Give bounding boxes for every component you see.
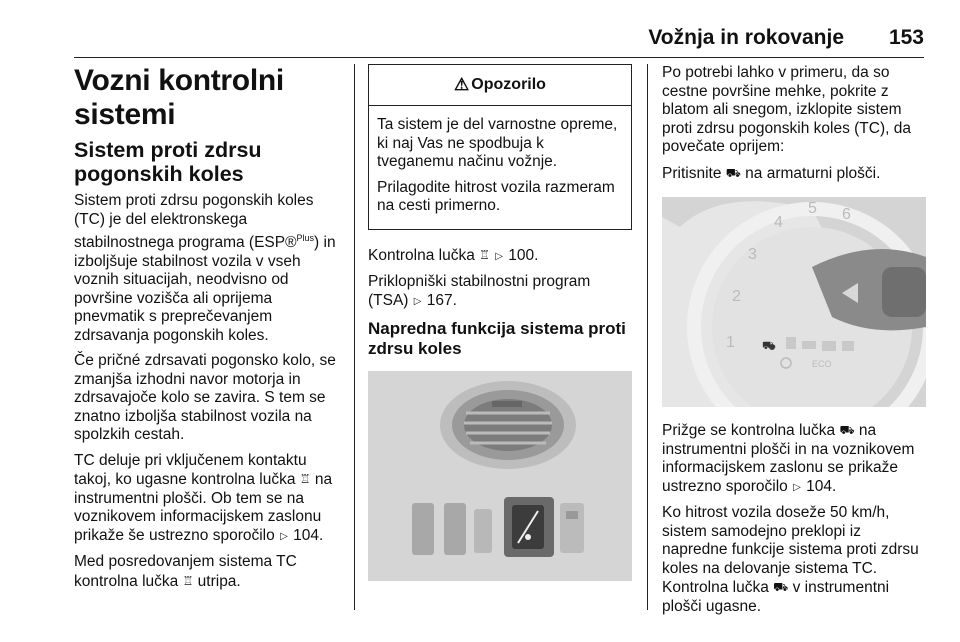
column-left — [74, 64, 346, 598]
paragraph: Priklopniški stabilnostni program (TSA) ▷ 167. — [368, 273, 632, 311]
warning-header: ⚠ Opozorilo — [369, 65, 631, 106]
page-reference-triangle-icon: ▷ — [793, 481, 801, 493]
column-divider — [354, 64, 355, 610]
paragraph: Kontrolna lučka ♖ ▷ 100. — [368, 246, 632, 267]
gauge-label: 4 — [774, 214, 783, 231]
paragraph: Ko hitrost vozila doseže 50 km/h, sistem samodejno preklopi iz napredne funkcije sistema proti zdrsu koles na delovanje sistema TC. Kontrolna lučka ⛟ v instrumentni plošči ugasne. — [662, 504, 919, 615]
gauge-label: 3 — [748, 246, 757, 263]
chapter-title: Vozni kontrolni sistemi — [74, 64, 284, 131]
tc-off-lamp-icon: ⛟ — [773, 580, 789, 594]
dashboard-switch-photo — [368, 371, 632, 581]
gauge-label: 6 — [842, 206, 851, 223]
warning-body — [369, 106, 631, 229]
instrument-cluster-photo — [662, 197, 926, 407]
page-header — [74, 26, 924, 52]
column-middle — [368, 64, 632, 581]
warning-text: Prilagodite hitrost vozila razmeram na cesti primerno. — [377, 178, 615, 214]
header-rule — [74, 57, 924, 58]
paragraph: Prižge se kontrolna lučka ⛟ na instrumentni plošči in na voznikovem informacijskem zaslonu se prikaže ustrezno sporočilo ▷ 104. — [662, 421, 928, 497]
tc-off-lamp-icon: ⛟ — [725, 165, 741, 180]
paragraph: TC deluje pri vključenem kontaktu takoj, ko ugasne kontrolna lučka ♖ na instrumentni plošči. Ob tem se na voznikovem informacijskem zaslonu prikaže še ustrezno sporočilo ▷ 104. — [74, 452, 346, 547]
warning-text: Ta sistem je del varnostne opreme, ki naj Vas ne spodbuja k tveganemu načinu vožnje. — [377, 116, 618, 170]
paragraph: Med posredovanjem sistema TC kontrolna lučka ♖ utripa. — [74, 553, 297, 590]
paragraph: Če pričné zdrsavati pogonsko kolo, se zmanjša izhodni navor motorja in zdrsavajoče kolo se zavira. S tem se znatno izboljša stabilnost vozila na spolzkih cestah. — [74, 352, 336, 444]
tc-off-lamp-icon: ⛟ — [839, 423, 855, 437]
gauge-label: 1 — [726, 334, 735, 351]
tc-warning-lamp-icon: ♖ — [182, 573, 194, 588]
subsection-heading: Napredna funkcija sistema proti zdrsu koles — [368, 319, 626, 358]
paragraph: Po potrebi lahko v primeru, da so cestne površine mehke, pokrite z blatom ali snegom, izklopite sistem proti zdrsu pogonskih koles (TC), da povečate oprijem: — [662, 64, 911, 155]
page-reference-triangle-icon: ▷ — [495, 250, 503, 262]
column-right — [662, 64, 928, 623]
page-reference-triangle-icon: ▷ — [413, 295, 422, 307]
page-reference-triangle-icon: ▷ — [280, 530, 288, 542]
tc-warning-lamp-icon: ♖ — [479, 247, 490, 262]
tc-off-lamp-icon: ⛟ — [762, 340, 776, 352]
eco-label: ECO — [812, 359, 832, 369]
section-heading: Sistem proti zdrsu pogonskih koles — [74, 138, 262, 186]
gauge-label: 2 — [732, 288, 741, 305]
warning-box — [368, 64, 632, 230]
gauge-label: 5 — [808, 200, 817, 217]
page-number: 153 — [888, 26, 924, 49]
tc-warning-lamp-icon: ♖ — [299, 472, 311, 487]
section-title: Vožnja in rokovanje — [648, 26, 844, 49]
column-divider — [647, 64, 648, 610]
paragraph: Pritisnite ⛟ na armaturni plošči. — [662, 164, 881, 182]
paragraph: Sistem proti zdrsu pogonskih koles (TC) je del elektronskega stabilnostnega programa (ESP®$^{Plus}$) in izboljšuje stabilnost vozila v vseh voznih situacijah, neodvisno od površine vozišča ali oprijema pnevmatik s preprečevanjem zdrsavanja pogonskih koles. — [74, 192, 336, 344]
warning-triangle-icon: ⚠ — [454, 75, 470, 94]
